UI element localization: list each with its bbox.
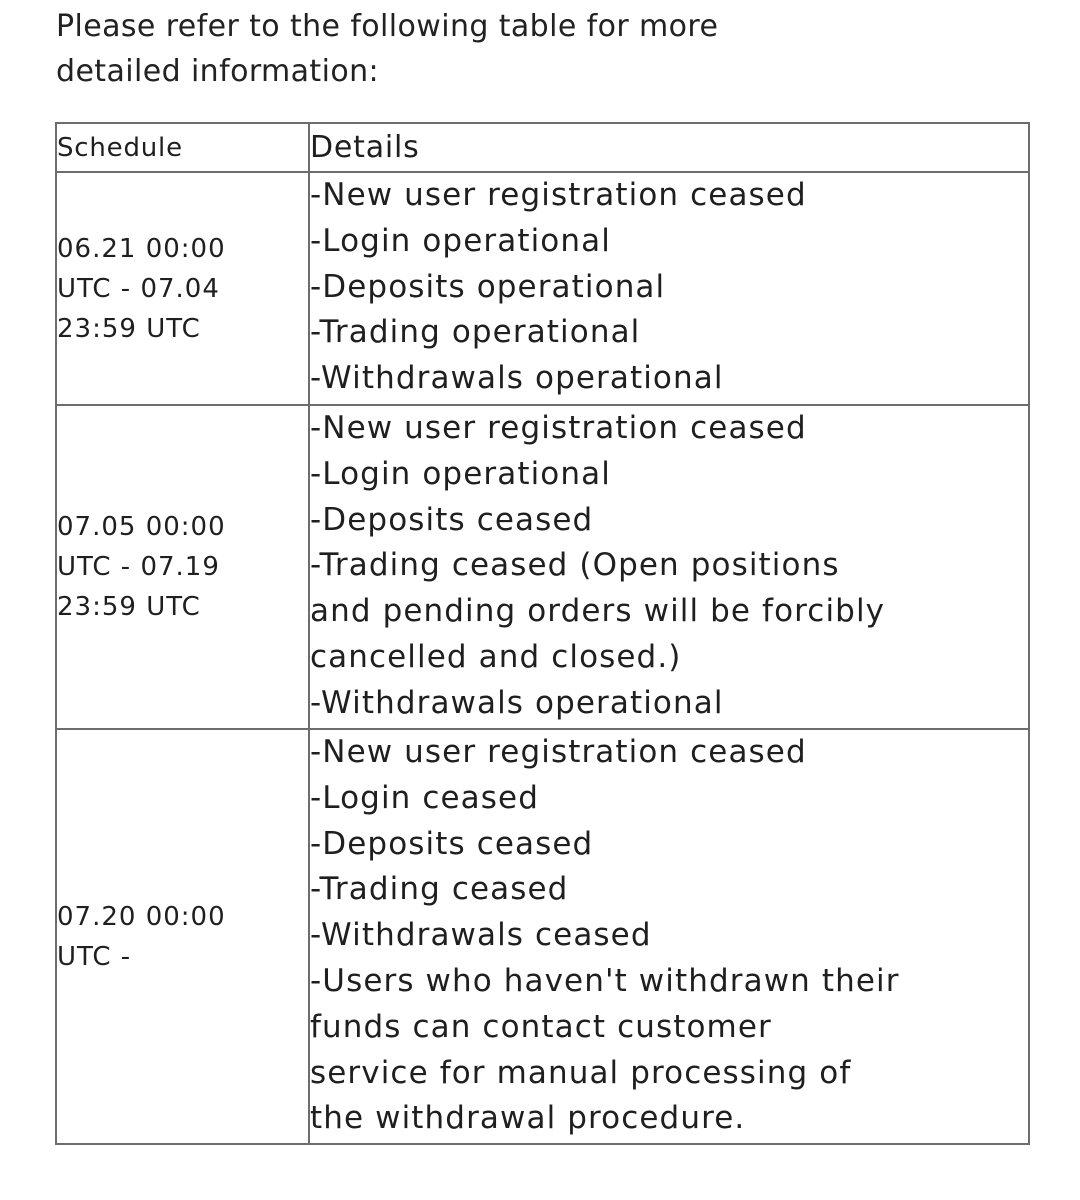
detail-line: -Withdrawals ceased [310, 917, 652, 954]
detail-line: -New user registration ceased [310, 177, 807, 213]
detail-line: -Login operational [310, 455, 611, 492]
details-cell [309, 405, 1029, 729]
schedule-table [55, 122, 1030, 1145]
detail-line: -Trading ceased [310, 871, 569, 908]
table-header-row [56, 123, 1029, 172]
detail-line: cancelled and closed.) [310, 638, 682, 675]
schedule-line: 06.21 00:00 [57, 233, 226, 264]
table-row [56, 172, 1029, 405]
schedule-line: 23:59 UTC [57, 313, 201, 344]
intro-line-1: Please refer to the following table for more [56, 9, 719, 44]
intro-text [56, 4, 1016, 94]
schedule-line: 23:59 UTC [57, 592, 201, 622]
detail-line: -Deposits ceased [310, 501, 594, 538]
schedule-line: UTC - 07.04 [57, 273, 220, 304]
schedule-cell [56, 405, 309, 729]
detail-line: -Deposits ceased [310, 825, 594, 862]
table-row [56, 729, 1029, 1144]
header-details: Details [309, 123, 1029, 172]
detail-line: the withdrawal procedure. [310, 1100, 746, 1137]
detail-line: and pending orders will be forcibly [310, 593, 886, 630]
header-schedule: Schedule [56, 123, 309, 172]
schedule-line: UTC - 07.19 [57, 552, 220, 582]
schedule-line: 07.05 00:00 [57, 512, 226, 542]
detail-line: -Withdrawals operational [310, 360, 724, 397]
schedule-line: 07.20 00:00 [57, 901, 226, 932]
detail-line: -Trading operational [310, 314, 641, 351]
schedule-cell [56, 172, 309, 405]
detail-line: -New user registration ceased [310, 410, 807, 446]
detail-line: -Withdrawals operational [310, 684, 724, 721]
schedule-cell [56, 729, 309, 1144]
detail-line: -New user registration ceased [310, 734, 807, 770]
details-cell [309, 172, 1029, 405]
detail-line: funds can contact customer [310, 1008, 772, 1045]
detail-line: -Trading ceased (Open positions [310, 547, 840, 584]
detail-line: -Deposits operational [310, 268, 666, 305]
intro-line-2: detailed information: [56, 54, 380, 89]
details-cell [309, 729, 1029, 1144]
detail-line: -Login operational [310, 222, 611, 259]
table-row [56, 405, 1029, 729]
detail-line: service for manual processing of [310, 1054, 852, 1091]
detail-line: -Users who haven't withdrawn their [310, 962, 900, 999]
schedule-line: UTC - [57, 941, 132, 972]
detail-line: -Login ceased [310, 779, 539, 816]
